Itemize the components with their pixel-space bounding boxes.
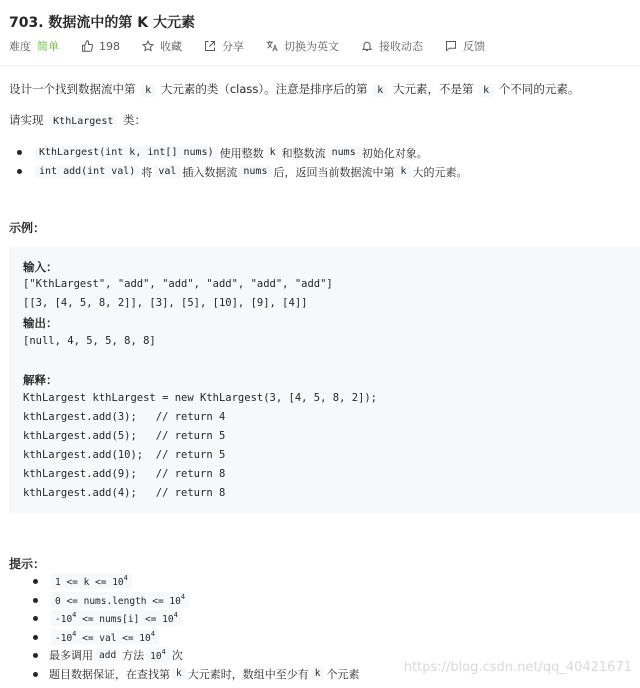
explain-line: kthLargest.add(5); // return 5 [23, 430, 226, 442]
superscript: 4 [173, 611, 178, 620]
subscribe-label: 接收动态 [379, 40, 423, 53]
desc-text: 次 [171, 649, 183, 663]
inline-code [51, 573, 132, 589]
desc-text: 和整数流 [281, 146, 326, 160]
superscript: 4 [150, 629, 155, 638]
inline-code: nums [239, 165, 271, 178]
share-label: 分享 [222, 40, 244, 53]
feedback-label: 反馈 [463, 40, 485, 53]
problem-meta-bar [9, 38, 485, 54]
code-text: 1 <= k <= 10 [55, 577, 124, 589]
desc-text: 个元素 [326, 667, 360, 681]
favorite-label: 收藏 [160, 40, 182, 53]
code-text: 0 <= nums.length <= 10 [55, 595, 181, 607]
inline-code: add [95, 649, 120, 662]
superscript: 4 [123, 574, 128, 583]
implement-paragraph [9, 112, 146, 128]
inline-code: k [311, 667, 325, 680]
explain-line: kthLargest.add(4); // return 8 [23, 487, 226, 499]
desc-text: 初始化对象。 [361, 146, 428, 160]
bell-icon [361, 40, 373, 52]
subscribe-button[interactable] [361, 38, 423, 54]
desc-text: 使用整数 [219, 146, 264, 160]
example-heading: 示例： [9, 221, 46, 235]
list-item [49, 665, 359, 684]
output-line: [null, 4, 5, 5, 8, 8] [23, 335, 156, 347]
desc-text: 最多调用 [49, 649, 93, 663]
superscript: 4 [72, 611, 77, 620]
code-text: <= nums[i] <= 10 [76, 614, 174, 626]
desc-text: 设计一个找到数据流中第 [9, 82, 136, 96]
list-item [49, 591, 359, 610]
desc-text: 大元素，不是第 [392, 82, 474, 96]
desc-text: 个不同的元素。 [498, 82, 580, 96]
desc-text: 类： [123, 113, 147, 127]
translate-icon [266, 40, 278, 52]
inline-code: KthLargest(int k, int[] nums) [35, 146, 218, 159]
explain-line: kthLargest.add(3); // return 4 [23, 411, 226, 423]
inline-code: nums [328, 146, 360, 159]
inline-code [146, 647, 170, 663]
list-item [49, 572, 359, 591]
switch-language-label: 切换为英文 [284, 40, 339, 53]
desc-text: 大元素时，数组中至少有 [187, 667, 309, 681]
desc-text: 后，返回当前数据流中第 [273, 165, 395, 179]
header-divider [0, 65, 640, 66]
explain-line: kthLargest.add(10); // return 5 [23, 449, 226, 461]
star-icon [142, 40, 154, 52]
superscript: 4 [72, 629, 77, 638]
difficulty-label: 难度 [9, 40, 31, 53]
superscript: 4 [161, 648, 166, 657]
problem-title: 703. 数据流中的第 K 大元素 [9, 15, 196, 31]
list-item [49, 646, 359, 665]
list-item [49, 628, 359, 647]
inline-code: k [396, 165, 410, 178]
inline-code: k [141, 84, 155, 97]
method-list [33, 143, 468, 181]
inline-code: val [154, 165, 180, 178]
list-item [33, 162, 468, 181]
desc-text: 大的元素。 [412, 165, 468, 179]
share-icon [204, 40, 216, 52]
inline-code [51, 610, 182, 626]
output-label: 输出： [23, 316, 58, 330]
inline-code: k [172, 667, 186, 680]
input-line: ["KthLargest", "add", "add", "add", "add", "add"] [23, 278, 333, 290]
input-line: [[3, [4, 5, 8, 2]], [3], [5], [10], [9], [4]] [23, 297, 308, 309]
hints-heading: 提示： [9, 557, 46, 571]
input-label: 输入： [23, 260, 58, 274]
difficulty-badge: 简单 [37, 40, 59, 53]
inline-code [51, 629, 159, 645]
list-item [33, 143, 468, 162]
desc-text: 大元素的类（class）。注意是排序后的第 [160, 82, 368, 96]
inline-code: KthLargest [49, 115, 117, 128]
inline-code: k [479, 84, 493, 97]
like-button[interactable] [81, 40, 120, 53]
blog-watermark: https://blog.csdn.net/qq_40421671 [403, 660, 632, 675]
desc-text: 题目数据保证，在查找第 [49, 667, 170, 681]
example-block [9, 247, 640, 513]
inline-code: k [373, 84, 387, 97]
favorite-button[interactable] [142, 38, 182, 54]
share-button[interactable] [204, 38, 244, 54]
superscript: 4 [180, 592, 186, 601]
constraints-list [49, 572, 359, 683]
desc-text: 将 [141, 165, 153, 179]
code-text: -10 [55, 614, 73, 626]
inline-code [51, 592, 189, 608]
code-text: <= val <= 10 [76, 632, 151, 644]
like-count: 198 [99, 39, 120, 53]
explain-line: kthLargest.add(9); // return 8 [23, 468, 226, 480]
explain-line: KthLargest kthLargest = new KthLargest(3, [4, 5, 8, 2]); [23, 392, 378, 404]
inline-code: int add(int val) [35, 165, 139, 178]
feedback-button[interactable] [445, 38, 485, 54]
code-text: 10 [150, 651, 162, 663]
explain-label: 解释： [23, 373, 58, 387]
switch-language-button[interactable] [266, 38, 339, 54]
thumbs-up-icon [81, 40, 93, 52]
list-item [49, 609, 359, 628]
description-paragraph [9, 81, 579, 97]
desc-text: 方法 [122, 649, 145, 663]
inline-code: k [266, 146, 280, 159]
code-text: -10 [55, 632, 73, 644]
feedback-icon [445, 40, 457, 52]
desc-text: 请实现 [9, 113, 44, 127]
desc-text: 插入数据流 [182, 165, 238, 179]
